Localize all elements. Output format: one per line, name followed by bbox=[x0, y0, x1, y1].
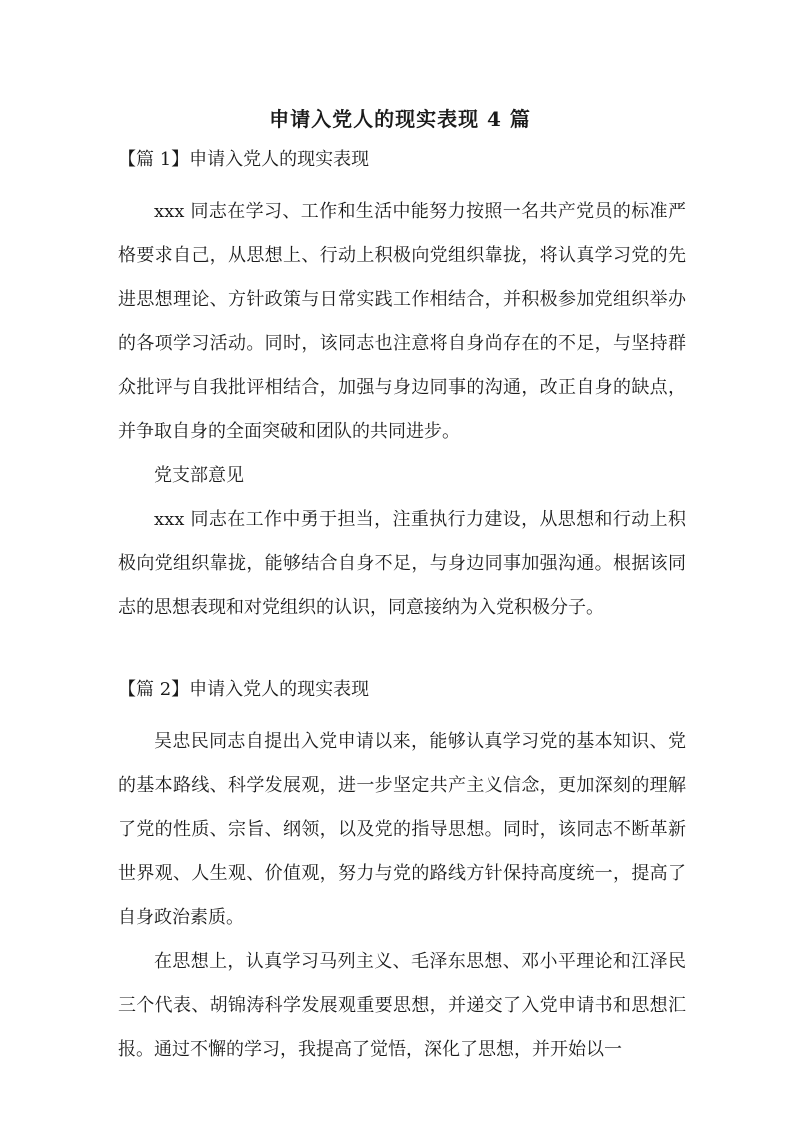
section-2-heading: 【篇 2】申请入党人的现实表现 bbox=[118, 679, 370, 700]
section-1-paragraph-3: xxx 同志在工作中勇于担当，注重执行力建设，从思想和行动上积极向党组织靠拢，能够结合自身不足，与身边同事加强沟通。根据该同志的思想表现和对党组织的认识，同意接纳为入党积极分子。 bbox=[118, 509, 686, 618]
document-body bbox=[118, 144, 686, 1072]
spacer bbox=[118, 706, 686, 720]
section-1-heading: 【篇 1】申请入党人的现实表现 bbox=[118, 149, 370, 170]
spacer bbox=[118, 176, 686, 190]
section-1-paragraph-2: 党支部意见 bbox=[154, 465, 244, 486]
document-title: 申请入党人的现实表现 4 篇 bbox=[269, 107, 531, 131]
section-1-paragraph-1: xxx 同志在学习、工作和生活中能努力按照一名共产党员的标准严格要求自己，从思想上、行动上积极向党组织靠拢，将认真学习党的先进思想理论、方针政策与日常实践工作相结合，并积极参加党组织举办的各项学习活动。同时，该同志也注意将自身尚存在的不足，与坚持群众批评与自我批评相结合，加强与身边同事的沟通，改正自身的缺点，并争取自身的全面突破和团队的共同进步。 bbox=[118, 201, 686, 442]
section-2-paragraph-1: 吴忠民同志自提出入党申请以来，能够认真学习党的基本知识、党的基本路线、科学发展观，进一步坚定共产主义信念，更加深刻的理解了党的性质、宗旨、纲领，以及党的指导思想。同时，该同志不断革新世界观、人生观、价值观，努力与党的路线方针保持高度统一，提高了自身政治素质。 bbox=[118, 731, 686, 928]
section-2-paragraph-2: 在思想上，认真学习马列主义、毛泽东思想、邓小平理论和江泽民三个代表、胡锦涛科学发展观重要思想，并递交了入党申请书和思想汇报。通过不懈的学习，我提高了觉悟，深化了思想，并开始以一 bbox=[118, 951, 686, 1060]
spacer bbox=[118, 630, 686, 674]
